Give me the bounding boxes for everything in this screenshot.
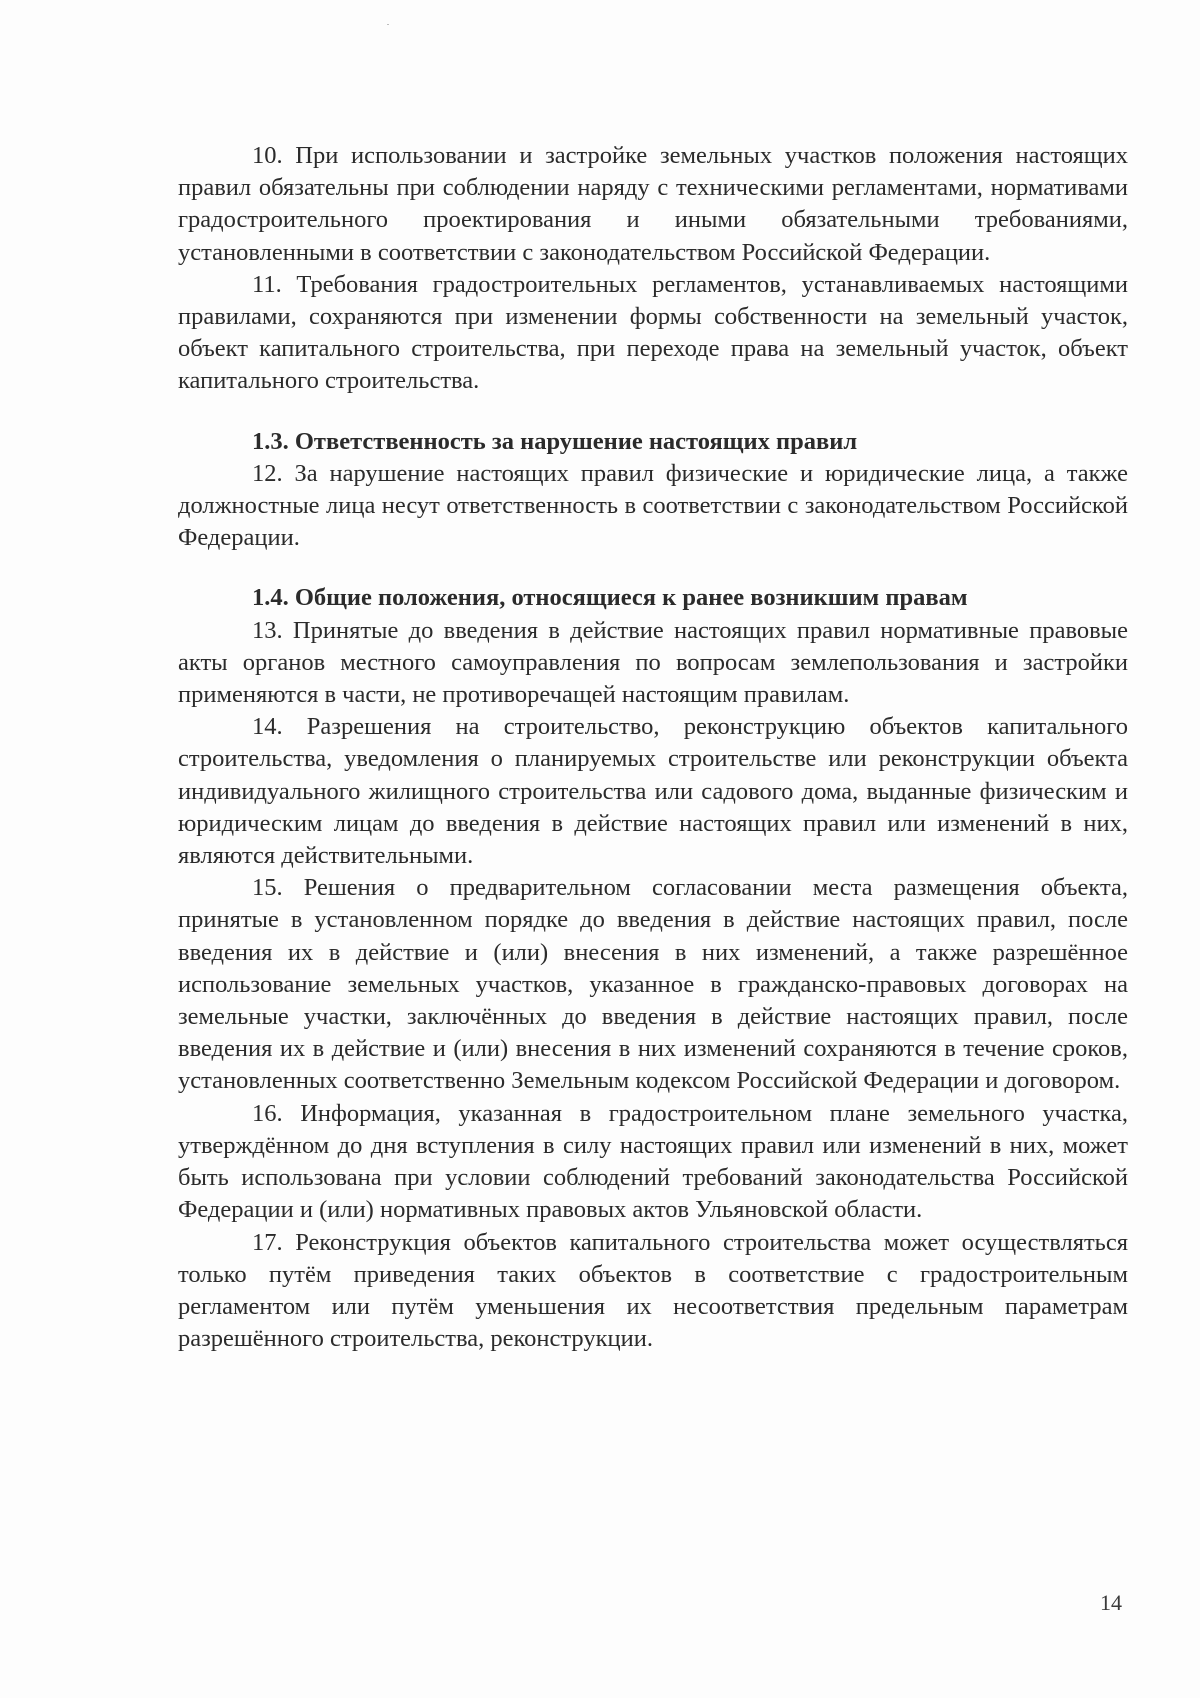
scan-speck <box>387 24 389 25</box>
paragraph-16: 16. Информация, указанная в градостроительном плане земельного участка, утверждённом до дня вступления в силу настоящих правил или изменений в них, может быть использована при условии соблюдений требований законодательства Российской Федерации и (или) нормативных правовых актов Ульяновской области. <box>178 1099 1128 1224</box>
page-number: 14 <box>1100 1590 1122 1615</box>
section-heading-1-4: 1.4. Общие положения, относящиеся к ранее возникшим правам <box>252 584 968 612</box>
paragraph-17: 17. Реконструкция объектов капитального строительства может осуществляться только путём приведения таких объектов в соответствие с градостроительным регламентом или путём уменьшения их несоответствия предельным параметрам разрешённого строительства, реконструкции. <box>178 1228 1128 1353</box>
section-gap <box>178 398 1128 426</box>
paragraph-13: 13. Принятые до введения в действие настоящих правил нормативные правовые акты органов местного самоуправления по вопросам землепользования и застройки применяются в части, не противоречащей настоящим правилам. <box>178 616 1128 709</box>
document-body <box>178 140 1128 1355</box>
paragraph-11: 11. Требования градостроительных регламентов, устанавливаемых настоящими правилами, сохраняются при изменении формы собственности на земельный участок, объект капитального строительства, при переходе права на земельный участок, объект капитального строительства. <box>178 270 1128 395</box>
paragraph-15: 15. Решения о предварительном согласовании места размещения объекта, принятые в установленном порядке до введения в действие настоящих правил, после введения их в действие и (или) внесения в них изменений, а также разрешённое использование земельных участков, указанное в гражданско-правовых договорах на земельные участки, заключённых до введения в действие настоящих правил, после введения их в действие и (или) внесения в них изменений сохраняются в течение сроков, установленных соответственно Земельным кодексом Российской Федерации и договором. <box>178 874 1128 1095</box>
section-heading-1-3: 1.3. Ответственность за нарушение настоящих правил <box>252 427 858 455</box>
paragraph-10: 10. При использовании и застройке земельных участков положения настоящих правил обязательны при соблюдении наряду с техническими регламентами, нормативами градостроительного проектирования и иными обязательными требованиями, установленными в соответствии с законодательством Российской Федерации. <box>178 142 1128 266</box>
paragraph-12: 12. За нарушение настоящих правил физические и юридические лица, а также должностные лица несут ответственность в соответствии с законодательством Российской Федерации. <box>178 459 1128 552</box>
paragraph-14: 14. Разрешения на строительство, реконструкцию объектов капитального строительства, уведомления о планируемых строительстве или реконструкции объекта индивидуального жилищного строительства или садового дома, выданные физическим и юридическим лицам до введения в действие настоящих правил или изменений в них, являются действительными. <box>178 713 1128 870</box>
section-gap <box>178 554 1128 582</box>
